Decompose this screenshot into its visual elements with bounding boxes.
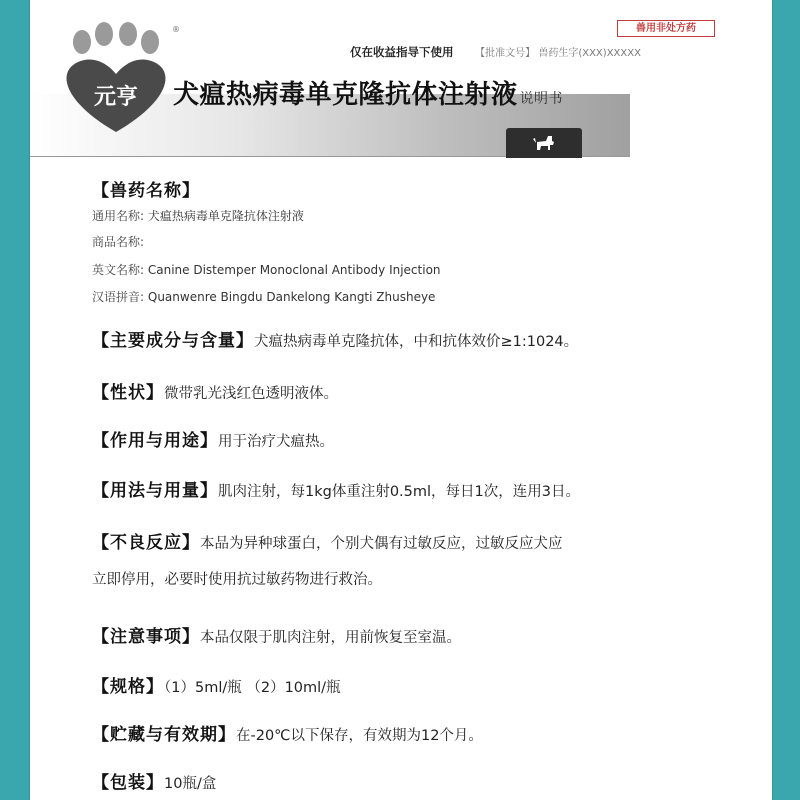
composition-section (92, 326, 578, 351)
paw-toe-1-icon (73, 30, 91, 54)
dog-tab (506, 128, 582, 158)
spec-heading: 【规格】 (92, 677, 164, 697)
package-text: 10瓶/盒 (164, 776, 217, 792)
indication-text: 用于治疗犬瘟热。 (218, 434, 334, 450)
product-title (173, 74, 563, 111)
pinyin-name-value: Quanwenre Bingdu Dankelong Kangti Zhusheye (147, 290, 436, 304)
brand-text: 元亨 (93, 85, 139, 110)
adverse-section (92, 528, 563, 553)
precautions-section (92, 622, 461, 647)
common-name-line (92, 207, 304, 224)
dosage-heading: 【用法与用量】 (92, 481, 218, 501)
svg-text:®: ® (172, 25, 180, 34)
package-heading: 【包装】 (92, 773, 164, 793)
composition-text: 犬瘟热病毒单克隆抗体，中和抗体效价≥1:1024。 (254, 334, 579, 350)
dosage-section (92, 476, 580, 501)
spec-section (92, 672, 341, 697)
dosage-text: 肌肉注射，每1kg体重注射0.5ml，每日1次，连用3日。 (218, 484, 580, 500)
dog-icon (506, 128, 582, 158)
usage-approval-row (350, 44, 770, 60)
english-name-value: Canine Distemper Monoclonal Antibody Injection (147, 263, 441, 277)
storage-section (92, 720, 483, 745)
otc-badge: 兽用非处方药 (617, 20, 715, 37)
indication-heading: 【作用与用途】 (92, 431, 218, 451)
appearance-section (92, 378, 338, 403)
trade-name-line (92, 233, 144, 250)
adverse-heading: 【不良反应】 (92, 533, 200, 553)
english-name-line (92, 261, 441, 278)
paw-heart-logo-icon (44, 20, 194, 140)
instruction-leaflet (30, 0, 772, 800)
title-suffix: 说明书 (519, 91, 564, 107)
adverse-text-continued: 立即停用，必要时使用抗过敏药物进行救治。 (92, 572, 382, 588)
common-name-value: 犬瘟热病毒单克隆抗体注射液 (147, 209, 304, 223)
precautions-heading: 【注意事项】 (92, 627, 200, 647)
indication-section (92, 426, 334, 451)
common-name-label: 通用名称: (92, 209, 145, 223)
spec-text: （1）5ml/瓶 （2）10ml/瓶 (164, 680, 341, 696)
paw-toe-3-icon (119, 22, 137, 46)
adverse-text: 本品为异种球蛋白，个别犬偶有过敏反应，过敏反应犬应 (200, 536, 563, 552)
precautions-text: 本品仅限于肌肉注射，用前恢复至室温。 (200, 630, 461, 646)
pinyin-name-label: 汉语拼音: (92, 290, 145, 304)
package-section (92, 768, 216, 793)
product-title-text: 犬瘟热病毒单克隆抗体注射液 (173, 80, 518, 110)
composition-heading: 【主要成分与含量】 (92, 331, 254, 351)
storage-text: 在-20℃以下保存，有效期为12个月。 (236, 728, 483, 744)
storage-heading: 【贮藏与有效期】 (92, 725, 236, 745)
appearance-text: 微带乳光浅红色透明液体。 (164, 386, 338, 402)
paw-toe-4-icon (141, 30, 159, 54)
pinyin-name-line (92, 288, 435, 305)
appearance-heading: 【性状】 (92, 383, 164, 403)
paw-toe-2-icon (95, 22, 113, 46)
english-name-label: 英文名称: (92, 263, 145, 277)
approval-number: 【批准文号】 兽药生字(XXX)XXXXX (475, 48, 641, 59)
trade-name-label: 商品名称: (92, 235, 145, 249)
usage-note: 仅在收益指导下使用 (350, 45, 454, 59)
names-heading: 【兽药名称】 (92, 181, 200, 201)
